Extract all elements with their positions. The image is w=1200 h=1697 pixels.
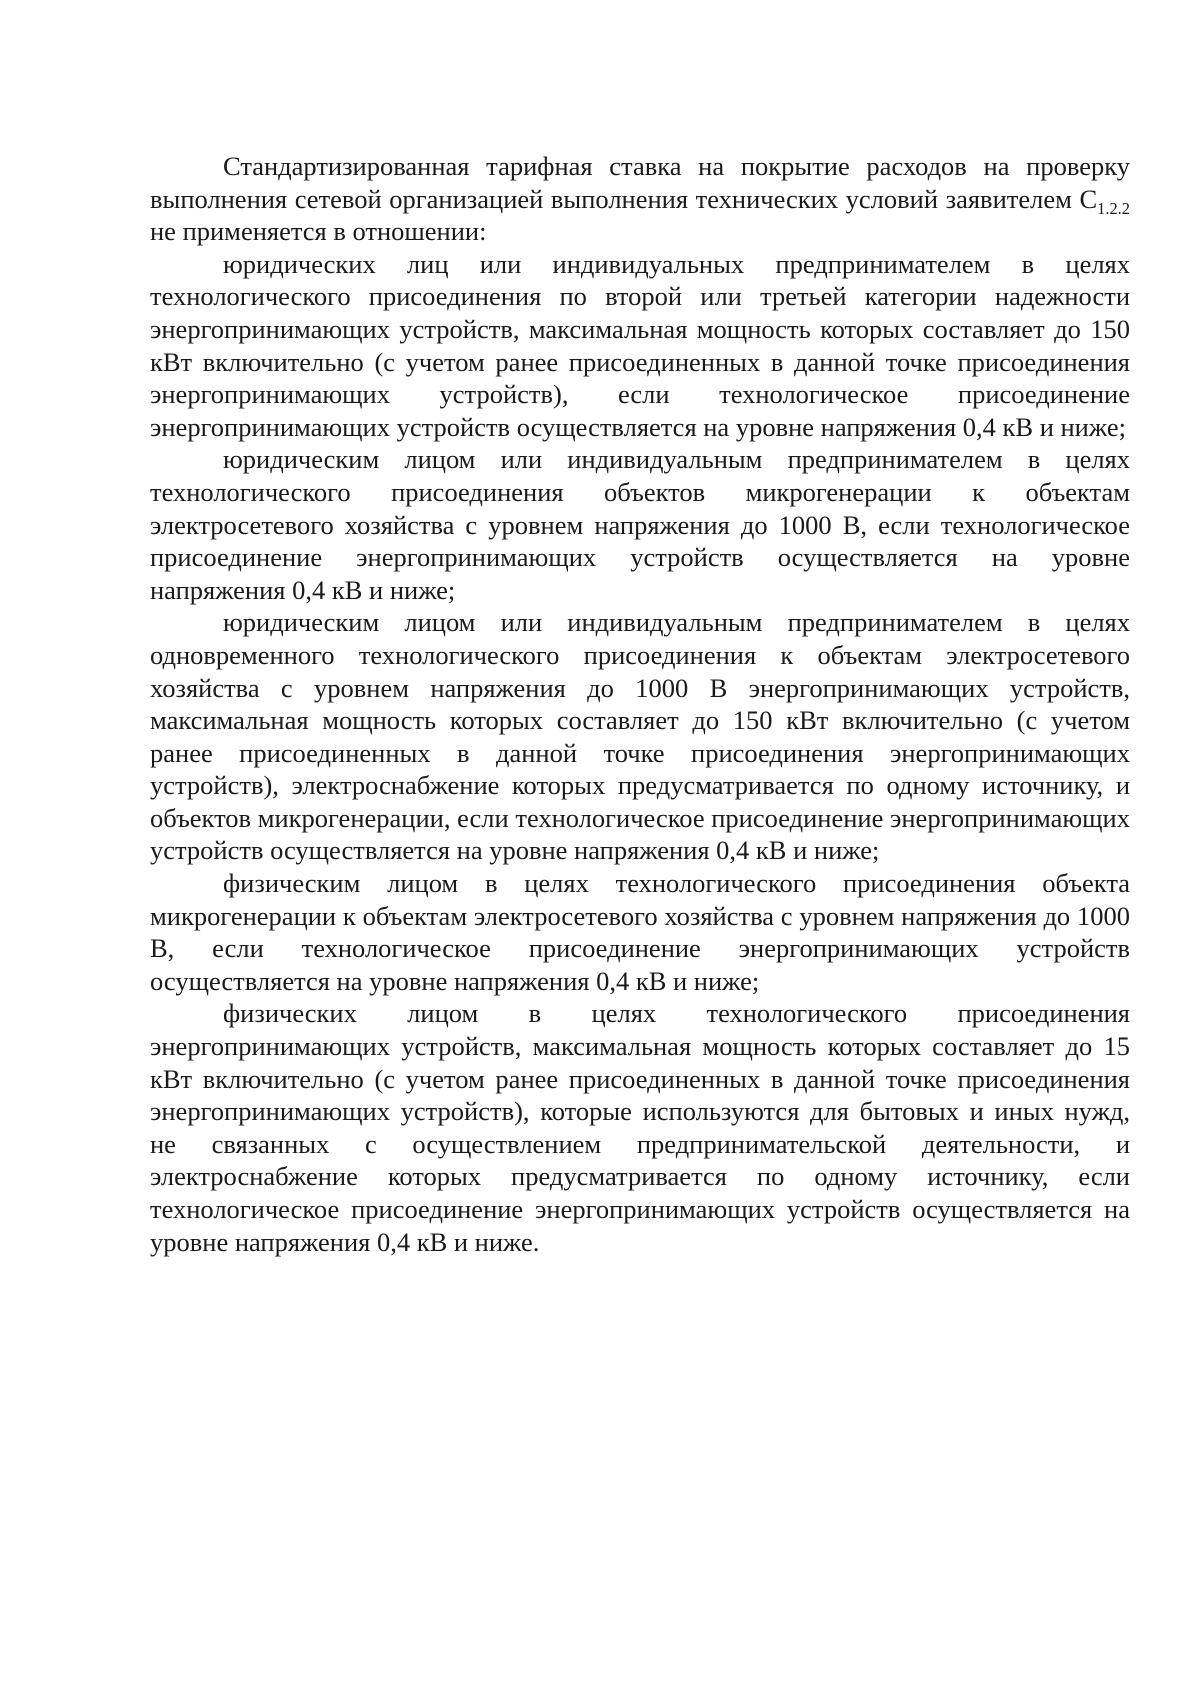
intro-text-after: не применяется в отношении:	[150, 216, 487, 247]
tariff-symbol: C	[1079, 183, 1098, 214]
list-item-individual-microgeneration: физическим лицом в целях технологического присоединения объекта микрогенерации к объектам электросетевого хозяйства с уровнем напряжения до 1000 В, если технологическое присоединение энергопринимающих устройств осуществляется на уровне напряжения 0,4 кВ и ниже;	[150, 868, 1130, 996]
list-item-individual-household: физических лицом в целях технологического присоединения энергопринимающих устройств, максимальная мощность которых составляет до 15 кВт включительно (с учетом ранее присоединенных в данной точке присоединения энергопринимающих устройств), которые используются для бытовых и иных нужд, не связанных с осуществлением предпринимательской деятельности, и электроснабжение которых предусматривается по одному источнику, если технологическое присоединение энергопринимающих устройств осуществляется на уровне напряжения 0,4 кВ и ниже.	[150, 998, 1130, 1257]
list-item-legal-entity-simultaneous: юридическим лицом или индивидуальным предпринимателем в целях одновременного технологического присоединения к объектам электросетевого хозяйства с уровнем напряжения до 1000 В энергопринимающих устройств, максимальная мощность которых составляет до 150 кВт включительно (с учетом ранее присоединенных в данной точке присоединения энергопринимающих устройств), электроснабжение которых предусматривается по одному источнику, и объектов микрогенерации, если технологическое присоединение энергопринимающих устройств осуществляется на уровне напряжения 0,4 кВ и ниже;	[150, 607, 1130, 866]
tariff-subscript: 1.2.2	[1097, 198, 1130, 218]
document-body	[150, 150, 1130, 1258]
list-item-legal-entity-microgeneration: юридическим лицом или индивидуальным предпринимателем в целях технологического присоединения объектов микрогенерации к объектам электросетевого хозяйства с уровнем напряжения до 1000 В, если технологическое присоединение энергопринимающих устройств осуществляется на уровне напряжения 0,4 кВ и ниже;	[150, 444, 1130, 605]
intro-text-before: Стандартизированная тарифная ставка на покрытие расходов на проверку выполнения сетевой организацией выполнения технических условий заявителем	[150, 151, 1130, 214]
list-item-legal-entities-category: юридических лиц или индивидуальных предпринимателем в целях технологического присоединения по второй или третьей категории надежности энергопринимающих устройств, максимальная мощность которых составляет до 150 кВт включительно (с учетом ранее присоединенных в данной точке присоединения энергопринимающих устройств), если технологическое присоединение энергопринимающих устройств осуществляется на уровне напряжения 0,4 кВ и ниже;	[150, 248, 1130, 442]
intro-paragraph	[150, 150, 1130, 248]
